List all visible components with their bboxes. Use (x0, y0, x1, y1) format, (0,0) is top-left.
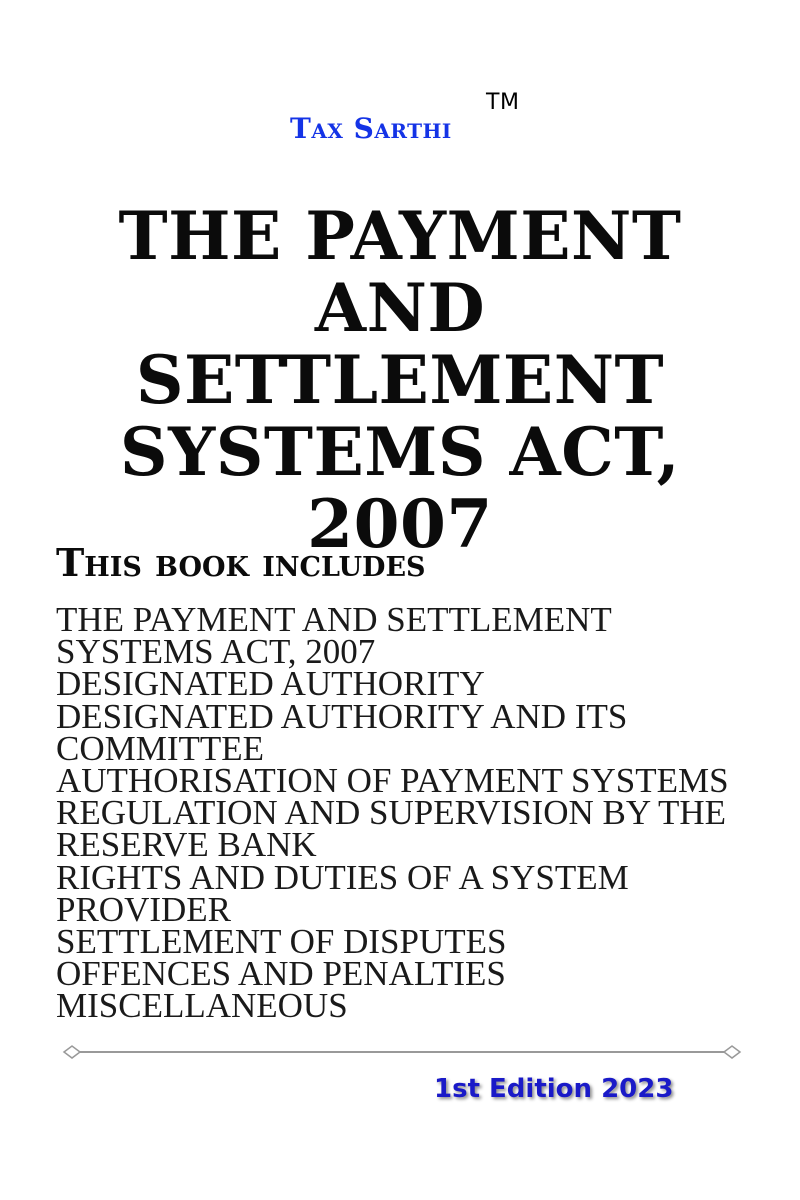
contents-line: MISCELLANEOUS (56, 986, 348, 1026)
includes-heading: This book includes (56, 540, 426, 585)
contents-line: OFFENCES AND PENALTIES (56, 954, 506, 994)
contents-line: REGULATION AND SUPERVISION BY THE (56, 793, 726, 833)
contents-line: PROVIDER (56, 889, 232, 929)
contents-line: THE PAYMENT AND SETTLEMENT (56, 600, 612, 639)
title-line: AND SETTLEMENT (135, 269, 665, 419)
contents-line: RIGHTS AND DUTIES OF A SYSTEM (56, 857, 629, 897)
title-line: THE PAYMENT (118, 197, 682, 275)
publisher-brand (290, 90, 520, 145)
contents-line: DESIGNATED AUTHORITY AND ITS (56, 696, 628, 736)
contents-line: SETTLEMENT OF DISPUTES (56, 922, 507, 962)
title-line: 2007 (307, 485, 493, 563)
contents-line: SYSTEMS ACT, 2007 (56, 632, 376, 672)
edition-label: 1st Edition 2023 (434, 1074, 674, 1104)
right-diamond (724, 1046, 740, 1058)
contents-list (56, 600, 756, 1026)
contents-line: AUTHORISATION OF PAYMENT SYSTEMS (56, 761, 729, 801)
contents-line: COMMITTEE (56, 728, 265, 768)
publisher-name: Tax Sarthi (290, 112, 452, 145)
contents-line: DESIGNATED AUTHORITY (56, 664, 485, 704)
left-diamond (64, 1046, 80, 1058)
title-line: SYSTEMS ACT, (119, 413, 681, 491)
trademark-symbol: TM (486, 90, 520, 115)
diamond-divider-icon (62, 1044, 742, 1060)
contents-line: RESERVE BANK (56, 825, 317, 865)
